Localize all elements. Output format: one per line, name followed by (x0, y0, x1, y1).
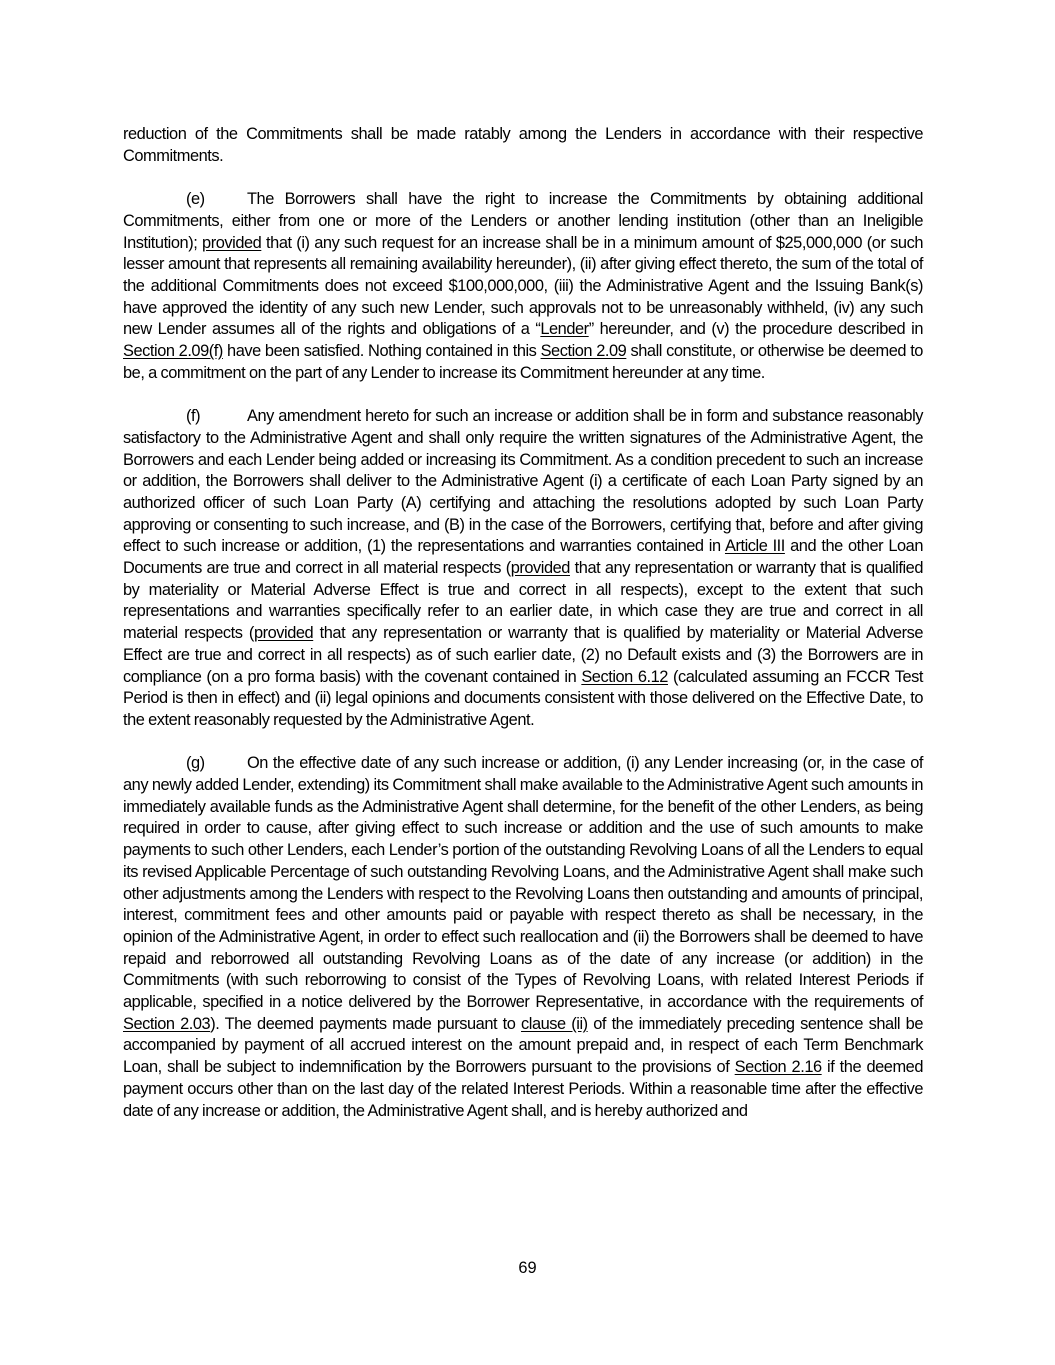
lender-term: Lender (540, 320, 589, 339)
paragraph-g-text-4: if the deemed payment occurs other than on the last day of the related Interest Periods. Within a reasonable time after the effective date of any increase or addition, the Administrative Agent shall, and is hereby authorized and (123, 1058, 923, 1120)
paragraph-f-text-2: and the other Loan Documents are true and correct in all material respects ( (123, 537, 923, 578)
paragraph-e-text-1: The Borrowers shall have the right to increase the Commitments by obtaining additional Commitments, either from one or more of the Lenders or another lending institution (other than an Ineligible Institution); (123, 190, 923, 252)
intro-paragraph (123, 124, 923, 167)
section-2-09-reference: Section 2.09 (540, 342, 627, 361)
paragraph-gap (123, 732, 923, 754)
paragraph-g-label: (g) (186, 754, 205, 773)
paragraph-f-text-1: Any amendment hereto for such an increase or addition shall be in form and substance reasonably satisfactory to the Administrative Agent and shall only require the written signatures of the Administrative Agent, the Borrowers and each Lender being added or increasing its Commitment. As a condition precedent to such an increase or addition, the Borrowers shall deliver to the Administrative Agent (i) a certificate of each Loan Party signed by an authorized officer of such Loan Party (A) certifying and attaching the resolutions adopted by such Loan Party approving or consenting to such increase, and (B) in the case of the Borrowers, certifying that, before and after giving effect to such increase or addition, (1) the representations and warranties contained in (123, 407, 923, 556)
paragraph-f-text-4: that any representation or warranty that is qualified by materiality or Material Adverse Effect are true and correct in all respects) as of such earlier date, (2) no Default exists and (3) the Borrowers are in compliance (on a pro forma basis) with the covenant contained in (123, 624, 924, 686)
provided-term: provided (253, 624, 314, 643)
document-page (123, 124, 923, 1122)
paragraph-e-text-3: ” hereunder, and (v) the procedure described in (588, 320, 923, 339)
article-iii-reference: Article III (724, 537, 785, 556)
clause-ii-reference: clause (ii) (521, 1014, 588, 1033)
page-number: 69 (518, 1259, 537, 1277)
section-6-12-reference: Section 6.12 (581, 667, 668, 686)
paragraph-e (123, 189, 923, 384)
paragraph-gap (123, 384, 923, 406)
paragraph-f-text-5: (calculated assuming an FCCR Test Period is then in effect) and (ii) legal opinions and documents consistent with those delivered on the Effective Date, to the extent reasonably requested by the Administrative Agent. (123, 667, 924, 729)
paragraph-f (123, 406, 923, 732)
paragraph-e-label: (e) (186, 190, 205, 209)
paragraph-f-text-3: that any representation or warranty that is qualified by materiality or Material Adverse Effect is true and correct in all respects), except to the extent that such representations and warranties specifically refer to an earlier date, in which case they are true and correct in all material respects ( (123, 559, 923, 643)
provided-term: provided (510, 559, 570, 578)
paragraph-e-text-4: have been satisfied. Nothing contained in this (222, 342, 541, 361)
paragraph-e-text-2: that (i) any such request for an increase shall be in a minimum amount of $25,000,000 (or such lesser amount that represents all remaining availability hereunder), (ii) after giving effect thereto, the sum of the total of the additional Commitments does not exceed $100,000,000, (iii) the Administrative Agent and the Issuing Bank(s) have approved the identity of any such new Lender, such approvals not to be unreasonably withheld, (iv) any such new Lender assumes all of the rights and obligations of a “ (123, 233, 923, 339)
section-2-16-reference: Section 2.16 (734, 1058, 822, 1077)
provided-term: provided (202, 233, 262, 252)
paragraph-f-label: (f) (186, 407, 201, 426)
paragraph-g (123, 753, 923, 1122)
section-2-03-reference: Section 2.03 (123, 1014, 211, 1033)
paragraph-gap (123, 167, 923, 189)
section-2-09-f-reference: Section 2.09(f) (123, 342, 223, 361)
paragraph-g-text-1: On the effective date of any such increase or addition, (i) any Lender increasing (or, in the case of any newly added Lender, extending) its Commitment shall make available to the Administrative Agent such amounts in immediately available funds as the Administrative Agent shall determine, for the benefit of the other Lenders, as being required in order to cause, after giving effect to such increase or addition and the use of such amounts to make payments to such other Lenders, each Lender’s portion of the outstanding Revolving Loans of all the Lenders to equal its revised Applicable Percentage of such outstanding Revolving Loans, and the Administrative Agent shall make such other adjustments among the Lenders with respect to the Revolving Loans then outstanding and amounts of principal, interest, commitment fees and other amounts paid or payable with respect thereto as shall be necessary, in the opinion of the Administrative Agent, in order to effect such reallocation and (ii) the Borrowers shall be deemed to have repaid and reborrowed all outstanding Revolving Loans as of the date of any increase (or addition) in the Commitments (with such reborrowing to consist of the Types of Revolving Loans, with related Interest Periods if applicable, specified in a notice delivered by the Borrower Representative, in accordance with the requirements of (123, 754, 923, 1012)
intro-text: reduction of the Commitments shall be made ratably among the Lenders in accordance with their respective Commitments. (123, 125, 923, 165)
paragraph-e-text-5: shall constitute, or otherwise be deemed to be, a commitment on the part of any Lender to increase its Commitment hereunder at any time. (123, 342, 923, 382)
paragraph-g-text-2: ). The deemed payments made pursuant to (210, 1014, 522, 1033)
paragraph-g-text-3: of the immediately preceding sentence shall be accompanied by payment of all accrued interest on the amount prepaid and, in respect of each Term Benchmark Loan, shall be subject to indemnification by the Borrowers pursuant to the provisions of (123, 1014, 923, 1077)
